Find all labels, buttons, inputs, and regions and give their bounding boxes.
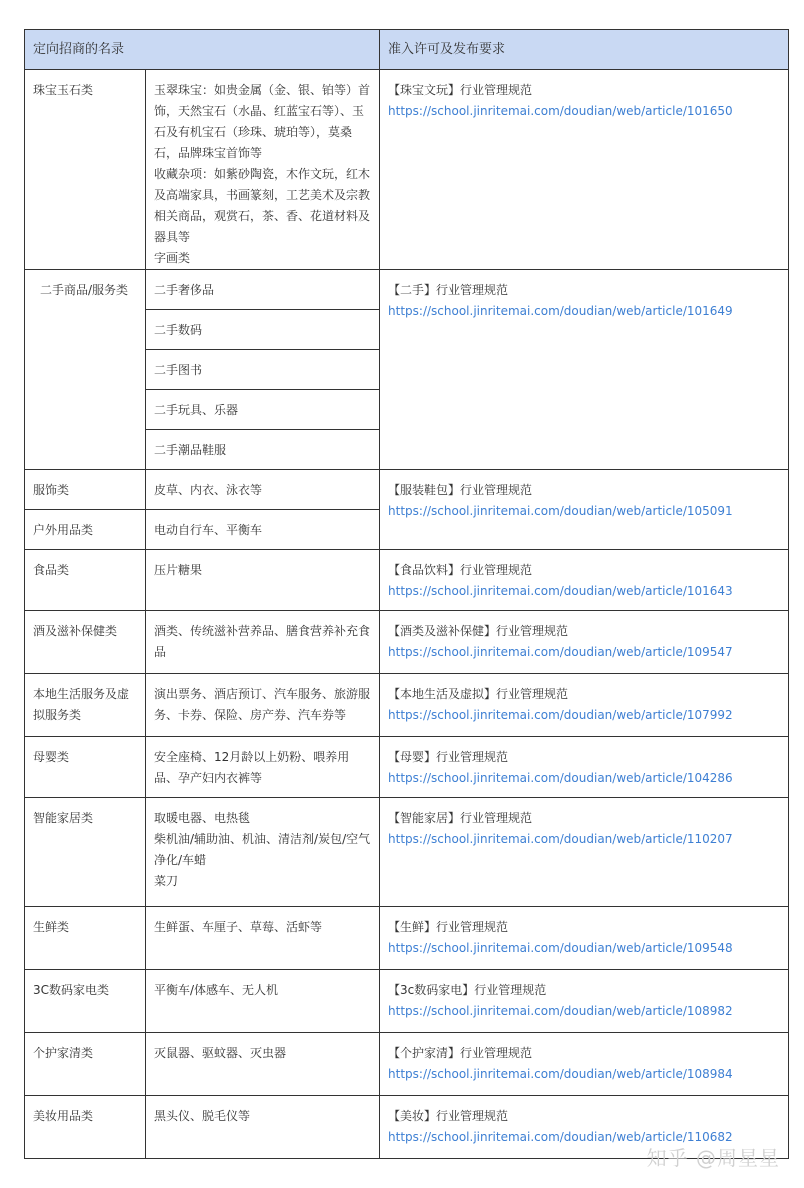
article-link[interactable]: https://school.jinritemai.com/doudian/web/article/105091 — [388, 504, 733, 518]
items-cell: 演出票务、酒店预订、汽车服务、旅游服务、卡券、保险、房产券、汽车券等 — [146, 674, 380, 737]
requirements-cell — [380, 907, 789, 970]
table-row — [25, 798, 789, 907]
items-cell: 安全座椅、12月龄以上奶粉、喂养用品、孕产妇内衣裤等 — [146, 737, 380, 798]
requirements-cell — [380, 70, 789, 270]
article-link[interactable]: https://school.jinritemai.com/doudian/web/article/107992 — [388, 708, 733, 722]
requirements-cell — [380, 674, 789, 737]
spec-title: 【3c数码家电】行业管理规范 — [388, 983, 547, 997]
article-link[interactable]: https://school.jinritemai.com/doudian/web/article/109548 — [388, 941, 733, 955]
article-link[interactable]: https://school.jinritemai.com/doudian/web/article/109547 — [388, 645, 733, 659]
article-link[interactable]: https://school.jinritemai.com/doudian/web/article/108982 — [388, 1004, 733, 1018]
spec-title: 【美妆】行业管理规范 — [388, 1109, 509, 1123]
category-cell: 本地生活服务及虚拟服务类 — [25, 674, 146, 737]
table-row — [25, 70, 789, 270]
items-cell: 二手潮品鞋服 — [146, 430, 380, 470]
item-text: 字画类 — [154, 251, 191, 265]
item-text: 柴机油/辅助油、机油、清洁剂/炭包/空气净化/车蜡 — [154, 832, 371, 867]
items-cell: 压片糖果 — [146, 550, 380, 611]
requirements-cell — [380, 798, 789, 907]
category-cell: 个护家清类 — [25, 1033, 146, 1096]
items-cell: 酒类、传统滋补营养品、膳食营养补充食品 — [146, 611, 380, 674]
items-cell: 二手数码 — [146, 310, 380, 350]
items-cell: 生鲜蛋、车厘子、草莓、活虾等 — [146, 907, 380, 970]
items-cell: 皮草、内衣、泳衣等 — [146, 470, 380, 510]
admission-table — [24, 29, 789, 1159]
item-text: 玉翠珠宝：如贵金属（金、银、铂等）首饰，天然宝石（水晶、红蓝宝石等）、玉石及有机宝石（珍珠、琥珀等），莫桑石，品牌珠宝首饰等 — [154, 83, 371, 160]
article-link[interactable]: https://school.jinritemai.com/doudian/web/article/110207 — [388, 832, 733, 846]
category-cell: 母婴类 — [25, 737, 146, 798]
table-row — [25, 1033, 789, 1096]
spec-title: 【酒类及滋补保健】行业管理规范 — [388, 624, 569, 638]
requirements-cell — [380, 737, 789, 798]
requirements-cell — [380, 270, 789, 470]
category-cell: 酒及滋补保健类 — [25, 611, 146, 674]
table-row — [25, 270, 789, 310]
category-cell: 生鲜类 — [25, 907, 146, 970]
table-row — [25, 550, 789, 611]
header-catalog: 定向招商的名录 — [25, 30, 380, 70]
items-cell — [146, 70, 380, 270]
header-requirements: 准入许可及发布要求 — [380, 30, 789, 70]
items-cell: 二手图书 — [146, 350, 380, 390]
article-link[interactable]: https://school.jinritemai.com/doudian/web/article/108984 — [388, 1067, 733, 1081]
items-cell — [146, 798, 380, 907]
items-cell: 灭鼠器、驱蚊器、灭虫器 — [146, 1033, 380, 1096]
category-cell: 服饰类 — [25, 470, 146, 510]
table-row — [25, 470, 789, 510]
requirements-cell — [380, 1033, 789, 1096]
article-link[interactable]: https://school.jinritemai.com/doudian/web/article/101649 — [388, 304, 733, 318]
items-cell: 平衡车/体感车、无人机 — [146, 970, 380, 1033]
table-row — [25, 737, 789, 798]
table-row — [25, 970, 789, 1033]
items-cell: 黑头仪、脱毛仪等 — [146, 1096, 380, 1159]
article-link[interactable]: https://school.jinritemai.com/doudian/web/article/101643 — [388, 584, 733, 598]
items-cell: 二手玩具、乐器 — [146, 390, 380, 430]
spec-title: 【食品饮料】行业管理规范 — [388, 563, 533, 577]
spec-title: 【生鲜】行业管理规范 — [388, 920, 509, 934]
spec-title: 【服装鞋包】行业管理规范 — [388, 483, 533, 497]
spec-title: 【珠宝文玩】行业管理规范 — [388, 83, 533, 97]
spec-title: 【智能家居】行业管理规范 — [388, 811, 533, 825]
article-link[interactable]: https://school.jinritemai.com/doudian/web/article/110682 — [388, 1130, 733, 1144]
spec-title: 【二手】行业管理规范 — [388, 283, 509, 297]
requirements-cell — [380, 611, 789, 674]
table-row — [25, 611, 789, 674]
category-cell: 智能家居类 — [25, 798, 146, 907]
category-cell: 美妆用品类 — [25, 1096, 146, 1159]
items-cell: 二手奢侈品 — [146, 270, 380, 310]
table-header-row — [25, 30, 789, 70]
spec-title: 【母婴】行业管理规范 — [388, 750, 509, 764]
spec-title: 【本地生活及虚拟】行业管理规范 — [388, 687, 569, 701]
spec-title: 【个护家清】行业管理规范 — [388, 1046, 533, 1060]
table-row — [25, 907, 789, 970]
requirements-cell — [380, 550, 789, 611]
category-cell: 户外用品类 — [25, 510, 146, 550]
item-text: 菜刀 — [154, 874, 179, 888]
requirements-cell — [380, 970, 789, 1033]
category-cell: 二手商品/服务类 — [25, 270, 146, 470]
item-text: 收藏杂项：如紫砂陶瓷，木作文玩，红木及高端家具，书画篆刻，工艺美术及宗教相关商品，观赏石，茶、香、花道材料及器具等 — [154, 167, 371, 244]
items-cell: 电动自行车、平衡车 — [146, 510, 380, 550]
category-cell: 3C数码家电类 — [25, 970, 146, 1033]
table-row — [25, 674, 789, 737]
article-link[interactable]: https://school.jinritemai.com/doudian/web/article/101650 — [388, 104, 733, 118]
article-link[interactable]: https://school.jinritemai.com/doudian/web/article/104286 — [388, 771, 733, 785]
watermark: 知乎 @周星星 — [646, 1146, 780, 1170]
item-text: 取暖电器、电热毯 — [154, 811, 251, 825]
requirements-cell — [380, 470, 789, 550]
category-cell: 珠宝玉石类 — [25, 70, 146, 270]
category-cell: 食品类 — [25, 550, 146, 611]
